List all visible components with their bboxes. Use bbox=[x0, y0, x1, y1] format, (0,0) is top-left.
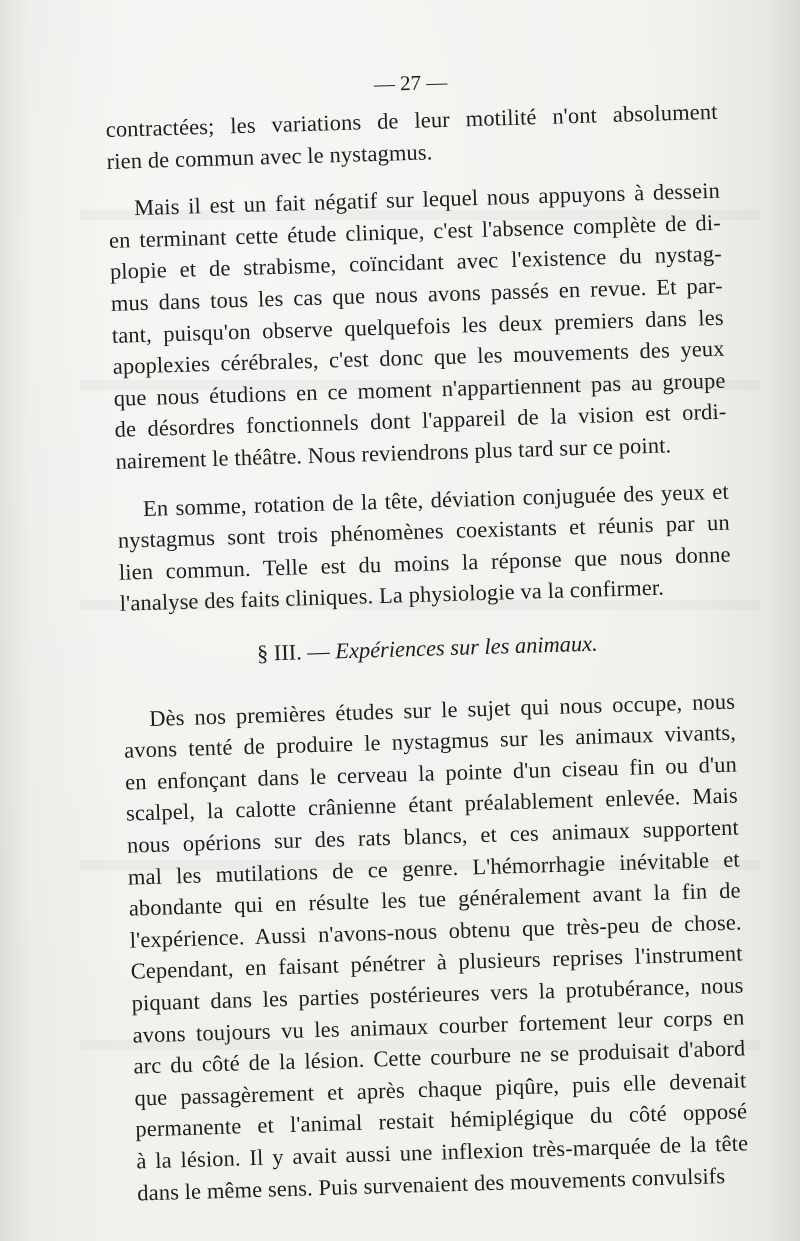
text-line: Cependant, en faisant pénétrer à plusieurs reprises l'instrument bbox=[130, 940, 743, 984]
section-title: Expériences sur les animaux. bbox=[334, 630, 598, 664]
section-number: § III. — bbox=[256, 638, 336, 666]
text-line: de désordres fonctionnels dont l'appareil de la vision est ordi- bbox=[114, 399, 727, 443]
text-line: mal les mutilations de ce genre. L'hémorrhagie inévitable et bbox=[127, 846, 741, 890]
text-line: rien de commun avec le nystagmus. bbox=[106, 138, 433, 174]
text-line: que passagèrement et après chaque piqûre, puis elle devenait bbox=[134, 1067, 747, 1111]
text-line: nystagmus sont trois phénomènes coexistants et réunis par un bbox=[117, 509, 731, 553]
text-line: abondante qui en résulte les tue généralement avant la fin de bbox=[128, 877, 741, 921]
text-line: scalpel, la calotte crânienne étant préalablement enlevée. Mais bbox=[125, 782, 739, 827]
text-line: avons toujours vu les animaux courber fortement leur corps en bbox=[132, 1004, 745, 1048]
text-line: plopie et de strabisme, coïncidant avec l'existence du nystag- bbox=[109, 241, 723, 285]
text-block bbox=[104, 52, 749, 1206]
text-line: Dès nos premières études sur le sujet qui nous occupe, nous bbox=[148, 688, 736, 731]
text-line: En somme, rotation de la tête, déviation conjuguée des yeux et bbox=[142, 478, 730, 521]
text-line: nairement le théâtre. Nous reviendrons plus tard sur ce point. bbox=[115, 432, 672, 474]
text-line: piquant dans les parties postérieures vers la protubérance, nous bbox=[131, 972, 744, 1016]
text-line: permanente et l'animal restait hémiplégique du côté opposé bbox=[135, 1098, 748, 1142]
text-line: nous opérions sur des rats blancs, et ces animaux supportent bbox=[126, 814, 740, 858]
text-line: arc du côté de la lésion. Cette courbure ne se produisait d'abord bbox=[133, 1035, 746, 1079]
text-line: mus dans tous les cas que nous avons passés en revue. Et par- bbox=[110, 272, 724, 316]
text-line: l'analyse des faits cliniques. La physiologie va la confirmer. bbox=[119, 575, 665, 617]
text-line: avons tenté de produire le nystagmus sur les animaux vivants, bbox=[123, 719, 737, 763]
text-line: en enfonçant dans le cerveau la pointe d'un ciseau fin ou d'un bbox=[124, 751, 738, 795]
text-line: dans le même sens. Puis survenaient des mouvements convulsifs bbox=[136, 1162, 726, 1206]
text-line: en terminant cette étude clinique, c'est l'absence complète de di- bbox=[108, 209, 722, 253]
text-line: que nous étudions en ce moment n'appartiennent pas au groupe bbox=[113, 367, 726, 411]
text-line: à la lésion. Il y avait aussi une inflexion très-marquée de la tête bbox=[136, 1130, 749, 1174]
text-line: tant, puisqu'on observe quelquefois les deux premiers dans les bbox=[111, 304, 724, 348]
text-line: contractées; les variations de leur motilité n'ont absolument bbox=[105, 98, 718, 142]
text-line: lien commun. Telle est du moins la réponse que nous donne bbox=[118, 541, 732, 585]
section-heading bbox=[121, 626, 734, 672]
page-number: — 27 — bbox=[373, 69, 448, 96]
text-line: l'expérience. Aussi n'avons-nous obtenu que très-peu de chose. bbox=[129, 909, 742, 953]
text-line: apoplexies cérébrales, c'est donc que les mouvements des yeux bbox=[112, 335, 725, 380]
text-line: Mais il est un fait négatif sur lequel nous appuyons à dessein bbox=[133, 177, 721, 221]
